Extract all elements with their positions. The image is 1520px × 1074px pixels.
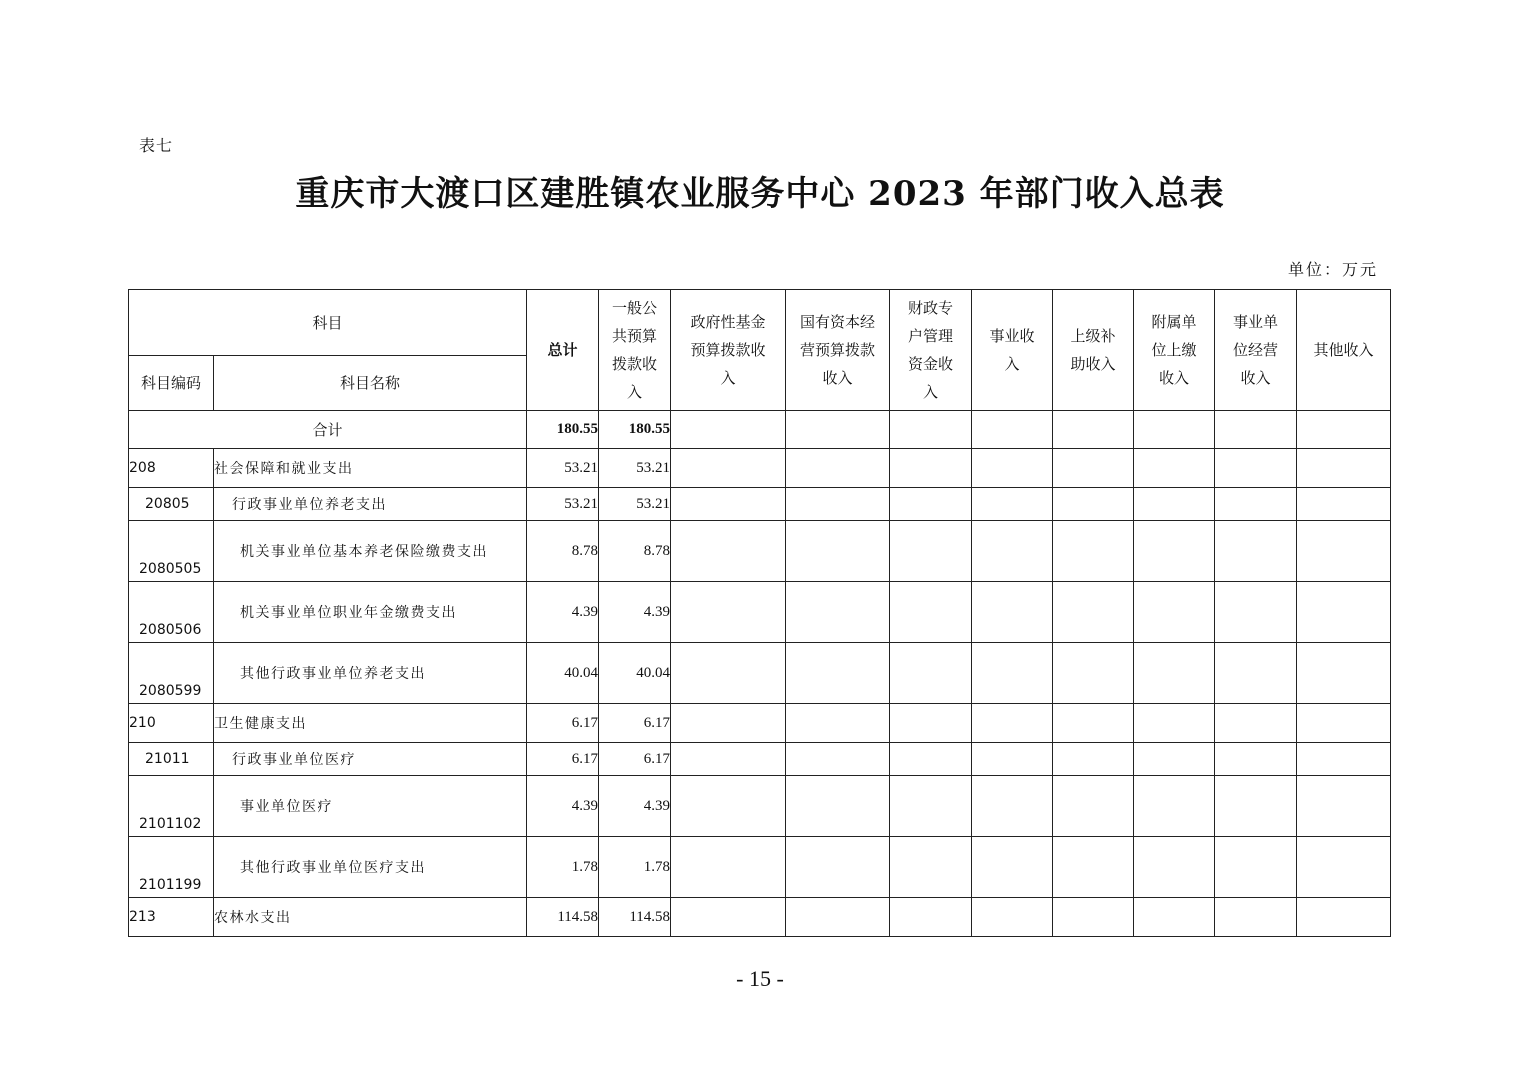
- row-total: 8.78: [527, 521, 599, 582]
- row-general-budget: 114.58: [599, 898, 671, 937]
- income-table: [128, 289, 1391, 937]
- row-total: 6.17: [527, 704, 599, 743]
- row-total: 40.04: [527, 643, 599, 704]
- row-code: 2080599: [129, 643, 214, 704]
- row-code: 208: [129, 449, 214, 488]
- header-subject-name: 科目名称: [214, 356, 527, 411]
- row-general-budget: 6.17: [599, 704, 671, 743]
- row-name: 其他行政事业单位养老支出: [214, 643, 527, 704]
- table-row: [129, 743, 1391, 776]
- table-row: [129, 582, 1391, 643]
- header-superior-subsidy: 上级补助收入: [1053, 290, 1134, 411]
- header-other-income: 其他收入: [1297, 290, 1391, 411]
- header-special-account: 财政专户管理资金收入: [890, 290, 972, 411]
- row-name: 其他行政事业单位医疗支出: [214, 837, 527, 898]
- document-title: 重庆市大渡口区建胜镇农业服务中心 2023 年部门收入总表: [295, 174, 1225, 214]
- row-total: 1.78: [527, 837, 599, 898]
- table-row: [129, 488, 1391, 521]
- row-general-budget: 4.39: [599, 582, 671, 643]
- table-row: [129, 449, 1391, 488]
- page-number: - 15 -: [736, 966, 784, 991]
- row-name: 卫生健康支出: [214, 704, 527, 743]
- row-name: 机关事业单位职业年金缴费支出: [214, 582, 527, 643]
- row-code: 213: [129, 898, 214, 937]
- total-row: [129, 411, 1391, 449]
- header-state-capital: 国有资本经营预算拨款收入: [786, 290, 890, 411]
- table-row: [129, 704, 1391, 743]
- row-name: 行政事业单位养老支出: [214, 488, 527, 521]
- row-code: 2080506: [129, 582, 214, 643]
- total-total: 180.55: [527, 411, 599, 449]
- header-subject: 科目: [129, 290, 527, 356]
- header-affiliated-payment: 附属单位上缴收入: [1134, 290, 1215, 411]
- row-name: 机关事业单位基本养老保险缴费支出: [214, 521, 527, 582]
- row-general-budget: 40.04: [599, 643, 671, 704]
- row-total: 53.21: [527, 449, 599, 488]
- row-code: 2101102: [129, 776, 214, 837]
- row-code: 21011: [129, 743, 214, 776]
- row-general-budget: 53.21: [599, 488, 671, 521]
- row-name: 社会保障和就业支出: [214, 449, 527, 488]
- table-row: [129, 521, 1391, 582]
- row-name: 农林水支出: [214, 898, 527, 937]
- header-gov-fund: 政府性基金预算拨款收入: [671, 290, 786, 411]
- header-general-budget: 一般公共预算拨款收入: [599, 290, 671, 411]
- row-total: 6.17: [527, 743, 599, 776]
- total-label: 合计: [129, 411, 527, 449]
- row-name: 事业单位医疗: [214, 776, 527, 837]
- row-code: 2101199: [129, 837, 214, 898]
- table-row: [129, 643, 1391, 704]
- row-code: 2080505: [129, 521, 214, 582]
- row-general-budget: 1.78: [599, 837, 671, 898]
- row-total: 4.39: [527, 776, 599, 837]
- total-general-budget: 180.55: [599, 411, 671, 449]
- table-row: [129, 776, 1391, 837]
- table-row: [129, 837, 1391, 898]
- unit-label: 单位：万元: [1287, 260, 1378, 279]
- row-total: 53.21: [527, 488, 599, 521]
- row-total: 4.39: [527, 582, 599, 643]
- row-code: 210: [129, 704, 214, 743]
- row-name: 行政事业单位医疗: [214, 743, 527, 776]
- table-row: [129, 898, 1391, 937]
- row-code: 20805: [129, 488, 214, 521]
- header-business-operation: 事业单位经营收入: [1215, 290, 1297, 411]
- table-label: 表七: [139, 136, 174, 155]
- row-general-budget: 4.39: [599, 776, 671, 837]
- row-total: 114.58: [527, 898, 599, 937]
- row-general-budget: 6.17: [599, 743, 671, 776]
- header-subject-code: 科目编码: [129, 356, 214, 411]
- row-general-budget: 53.21: [599, 449, 671, 488]
- row-general-budget: 8.78: [599, 521, 671, 582]
- header-business-income: 事业收入: [972, 290, 1053, 411]
- header-total: 总计: [527, 290, 599, 411]
